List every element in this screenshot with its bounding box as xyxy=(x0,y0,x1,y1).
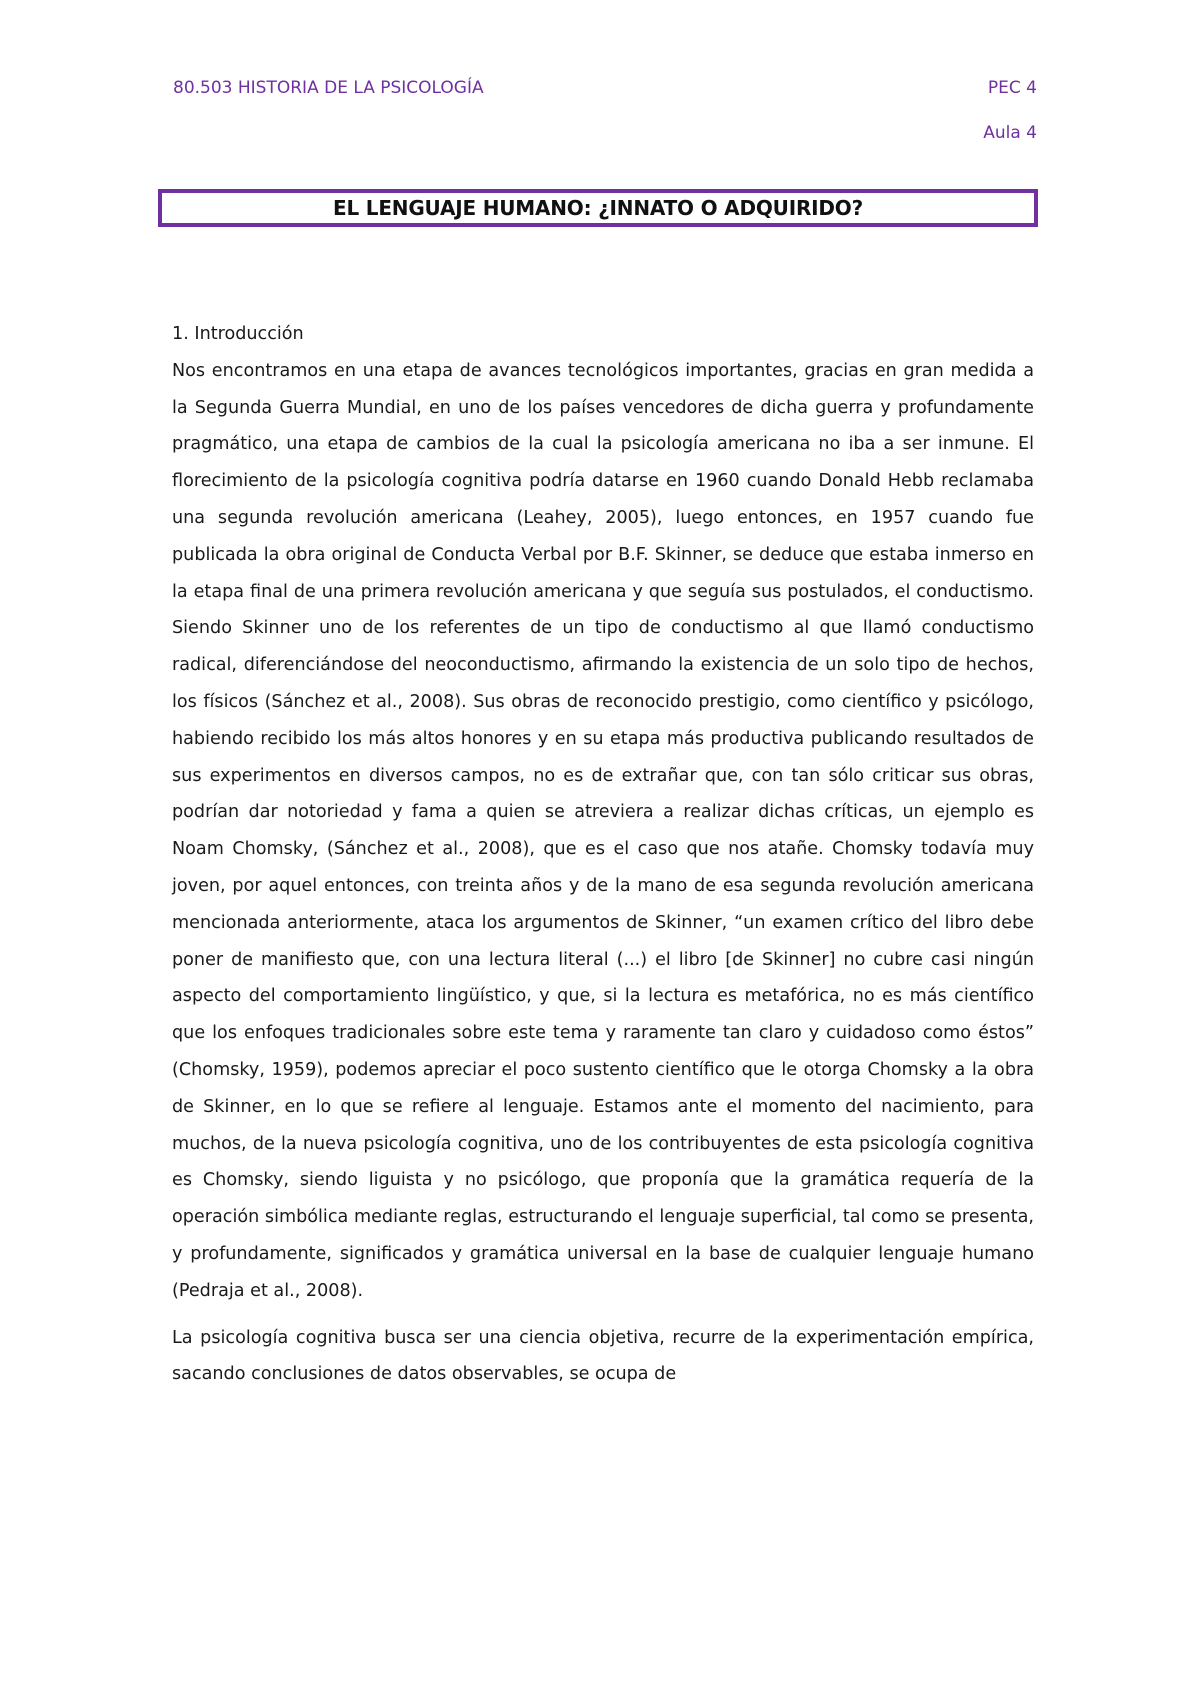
document-body xyxy=(172,316,1034,1393)
paragraph-1: Nos encontramos en una etapa de avances tecnológicos importantes, gracias en gran medida a la Segunda Guerra Mundial, en uno de los países vencedores de dicha guerra y profundamente pragmático, una etapa de cambios de la cual la psicología americana no iba a ser inmune. El florecimiento de la psicología cognitiva podría datarse en 1960 cuando Donald Hebb reclamaba una segunda revolución americana (Leahey, 2005), luego entonces, en 1957 cuando fue publicada la obra original de Conducta Verbal por B.F. Skinner, se deduce que estaba inmerso en la etapa final de una primera revolución americana y que seguía sus postulados, el conductismo. Siendo Skinner uno de los referentes de un tipo de conductismo al que llamó conductismo radical, diferenciándose del neoconductismo, afirmando la existencia de un solo tipo de hechos, los físicos (Sánchez et al., 2008). Sus obras de reconocido prestigio, como científico y psicólogo, habiendo recibido los más altos honores y en su etapa más productiva publicando resultados de sus experimentos en diversos campos, no es de extrañar que, con tan sólo criticar sus obras, podrían dar notoriedad y fama a quien se atreviera a realizar dichas críticas, un ejemplo es Noam Chomsky, (Sánchez et al., 2008), que es el caso que nos atañe. Chomsky todavía muy joven, por aquel entonces, con treinta años y de la mano de esa segunda revolución americana mencionada anteriormente, ataca los argumentos de Skinner, “un examen crítico del libro debe poner de manifiesto que, con una lectura literal (...) el libro [de Skinner] no cubre casi ningún aspecto del comportamiento lingüístico, y que, si la lectura es metafórica, no es más científico que los enfoques tradicionales sobre este tema y raramente tan claro y cuidadoso como éstos” (Chomsky, 1959), podemos apreciar el poco sustento científico que le otorga Chomsky a la obra de Skinner, en lo que se refiere al lenguaje. Estamos ante el momento del nacimiento, para muchos, de la nueva psicología cognitiva, uno de los contribuyentes de esta psicología cognitiva es Chomsky, siendo liguista y no psicólogo, que proponía que la gramática requería de la operación simbólica mediante reglas, estructurando el lenguaje superficial, tal como se presenta, y profundamente, significados y gramática universal en la base de cualquier lenguaje humano (Pedraja et al., 2008). xyxy=(172,360,1034,1301)
section-heading: 1. Introducción xyxy=(172,324,304,344)
document-title: EL LENGUAJE HUMANO: ¿INNATO O ADQUIRIDO? xyxy=(333,196,863,220)
pec-label: PEC 4 xyxy=(987,78,1037,98)
course-header: 80.503 HISTORIA DE LA PSICOLOGÍA xyxy=(173,78,484,98)
paragraph-2: La psicología cognitiva busca ser una ciencia objetiva, recurre de la experimentación empírica, sacando conclusiones de datos observables, se ocupa de xyxy=(172,1327,1034,1385)
document-title-box xyxy=(158,189,1038,227)
aula-label: Aula 4 xyxy=(983,123,1037,143)
